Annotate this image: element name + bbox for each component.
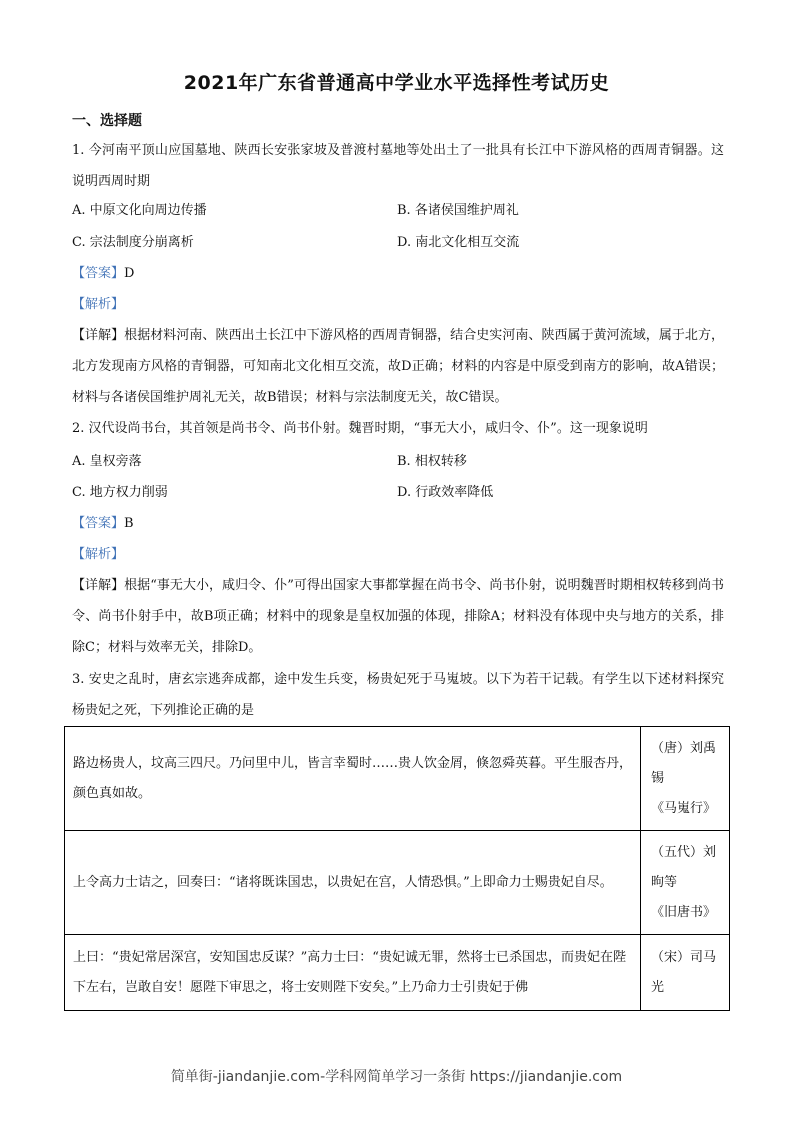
author-line: （唐）刘禹 [651, 740, 717, 756]
q3-stem: 3. 安史之乱时，唐玄宗逃奔成都，途中发生兵变，杨贵妃死于马嵬坡。以下为若干记载。有学生以下述材料探究杨贵妃之死，下列推论正确的是 [72, 672, 724, 718]
author-line: 锡 [651, 770, 665, 786]
source-text: 路边杨贵人，坟高三四尺。乃问里中儿，皆言幸蜀时……贵人饮金屑，倏忽舜英暮。平生服杏丹，颜色真如故。 [65, 727, 641, 831]
q2-option-c: C. 地方权力削弱 [72, 485, 168, 500]
q2-stem: 2. 汉代设尚书台，其首领是尚书令、尚书仆射。魏晋时期，“事无大小，咸归令、仆”。这一现象说明 [72, 421, 648, 436]
page-title: 2021年广东省普通高中学业水平选择性考试历史 [183, 72, 610, 94]
q2-answer [72, 514, 134, 534]
detail-text: 根据“事无大小，咸归令、仆”可得出国家大事都掌握在尚书令、尚书仆射，说明魏晋时期相权转移到尚书令、尚书仆射手中，故B项正确；材料中的现象是皇权加强的体现，排除A；材料没有体现中央与地方的关系，排除C；材料与效率无关，排除D。 [72, 578, 724, 655]
table-row [65, 935, 730, 1011]
source-table [64, 726, 730, 1011]
source-text: 上曰：“贵妃常居深宫，安知国忠反谋？”高力士曰：“贵妃诚无罪，然将士已杀国忠，而贵妃在陛下左右，岂敢自安！愿陛下审思之，将士安则陛下安矣。”上乃命力士引贵妃于佛 [65, 935, 641, 1011]
source-text: 上令高力士诘之，回奏曰：“诸将既诛国忠，以贵妃在宫，人情恐惧。”上即命力士赐贵妃自尽。 [65, 831, 641, 935]
section-heading: 一、选择题 [72, 113, 142, 129]
q1-option-c: C. 宗法制度分崩离析 [72, 235, 194, 250]
table-row [65, 727, 730, 831]
q2-option-b: B. 相权转移 [397, 454, 467, 469]
source-author [641, 831, 730, 935]
answer-label: 【答案】 [72, 266, 125, 281]
q1-option-d: D. 南北文化相互交流 [397, 235, 520, 250]
answer-value: B [124, 516, 134, 531]
book-title: 《马嵬行》 [651, 800, 717, 816]
author-line: （五代）刘 [651, 844, 717, 860]
q1-option-b: B. 各诸侯国维护周礼 [397, 203, 519, 218]
answer-value: D [124, 266, 135, 281]
detail-text: 根据材料河南、陕西出土长江中下游风格的西周青铜器，结合史实河南、陕西属于黄河流域，属于北方，北方发现南方风格的青铜器，可知南北文化相互交流，故D正确；材料的内容是中原受到南方的影响，故A错误；材料与各诸侯国维护周礼无关，故B错误；材料与宗法制度无关，故C错误。 [72, 328, 724, 405]
author-line: 光 [651, 979, 665, 995]
author-line: 昫等 [651, 874, 678, 890]
source-author [641, 727, 730, 831]
author-line: （宋）司马 [651, 949, 717, 965]
analysis-label: 【解析】 [72, 547, 125, 562]
detail-label: 【详解】 [72, 578, 125, 593]
q1-answer [72, 264, 134, 284]
q1-option-a: A. 中原文化向周边传播 [72, 203, 207, 218]
q1-detail [72, 320, 724, 413]
q2-detail [72, 570, 724, 663]
q2-analysis [72, 545, 124, 565]
analysis-label: 【解析】 [72, 297, 125, 312]
page-footer: 简单街-jiandanjie.com-学科网简单学习一条街 https://jiandanjie.com [170, 1069, 623, 1085]
q2-option-a: A. 皇权旁落 [72, 454, 142, 469]
detail-label: 【详解】 [72, 328, 125, 343]
source-author [641, 935, 730, 1011]
q1-analysis [72, 295, 124, 315]
book-title: 《旧唐书》 [651, 904, 717, 920]
q1-stem: 1. 今河南平顶山应国墓地、陕西长安张家坡及普渡村墓地等处出土了一批具有长江中下游风格的西周青铜器。这说明西周时期 [72, 143, 724, 189]
table-row [65, 831, 730, 935]
answer-label: 【答案】 [72, 516, 125, 531]
q2-option-d: D. 行政效率降低 [397, 485, 494, 500]
